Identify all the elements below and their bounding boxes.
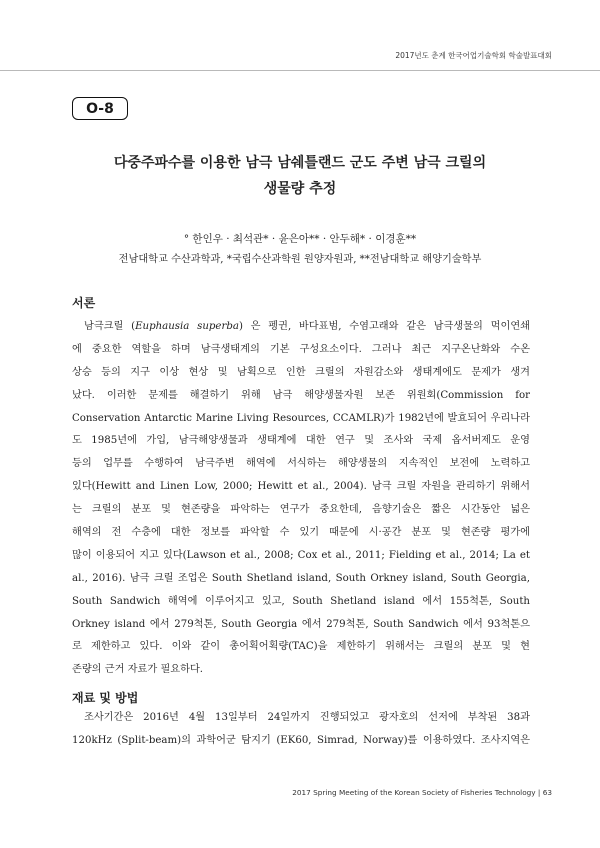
intro-line-1 <box>72 316 530 339</box>
intro-line-1-pre: 남극크릴 ( <box>84 321 136 332</box>
intro-line-7: 등의 업무를 수행하여 남극주변 해역에 서식하는 해양생물의 지속적인 보전에 노력하고 <box>72 458 530 470</box>
intro-line-9: 는 크릴의 분포 및 현존량을 파악하는 연구가 중요한데, 음향기술은 짧은 시간동안 넓은 <box>72 504 530 516</box>
intro-line-11: 많이 이용되어 지고 있다(Lawson et al., 2008; Cox et al., 2011; Fielding et al., 2014; La et <box>72 549 530 561</box>
intro-line-8: 있다(Hewitt and Linen Low, 2000; Hewitt et al., 2004). 남극 크릴 자원을 관리하기 위해서 <box>72 481 530 493</box>
affiliations: 전남대학교 수산과학과, *국립수산과학원 원양자원과, **전남대학교 해양기술학부 <box>118 254 482 265</box>
intro-line-13: South Sandwich 해역에 이루어지고 있고, South Shetland island 에서 155척톤, South <box>72 595 530 607</box>
methods-line-1: 조사기간은 2016년 4월 13일부터 24일까지 진행되었고 광자호의 선저에 부착된 38과 <box>84 712 530 723</box>
session-badge: O-8 <box>72 97 128 120</box>
paper-title-line-2: 생물량 추정 <box>263 181 337 197</box>
intro-line-14: Orkney island 에서 279척톤, South Georgia 에서 279척톤, South Sandwich 에서 93척톤으 <box>72 618 530 630</box>
running-header: 2017년도 춘계 한국어업기술학회 학술발표대회 <box>395 51 552 60</box>
section-heading-methods: 재료 및 방법 <box>72 691 139 705</box>
intro-line-5: Conservation Antarctic Marine Living Resources, CCAMLR)가 1982년에 발효되어 우리나라 <box>72 412 530 424</box>
intro-line-16: 존량의 근거 자료가 필요하다. <box>72 664 204 676</box>
methods-paragraph <box>72 707 530 753</box>
paper-title <box>40 150 560 202</box>
intro-line-10: 해역의 전 수층에 대한 정보를 파악할 수 있기 때문에 시·공간 분포 및 현존량 평가에 <box>72 527 530 539</box>
intro-line-4: 났다. 이러한 문제를 해결하기 위해 남극 해양생물자원 보존 위원회(Commission for <box>72 389 530 401</box>
species-name: Euphausia superba <box>135 321 239 332</box>
running-footer: 2017 Spring Meeting of the Korean Society of Fisheries Technology | 63 <box>292 788 552 797</box>
intro-line-15: 로 제한하고 있다. 이와 같이 총어획어획량(TAC)을 제한하기 위해서는 크릴의 분포 및 현 <box>72 641 530 653</box>
intro-line-2: 에 중요한 역할을 하며 남극생태계의 기본 구성요소이다. 그러나 최근 지구온난화와 수온 <box>72 343 530 355</box>
intro-line-12: al., 2016). 남극 크릴 조업은 South Shetland island, South Orkney island, South Georgia, <box>72 572 530 584</box>
author-list: ° 한인우 · 최석관* · 윤은아** · 안두해* · 이경훈** <box>183 233 417 245</box>
header-divider <box>0 70 600 71</box>
intro-line-1-post: ) 은 펭귄, 바다표범, 수염고래와 같은 남극생물의 먹이연쇄 <box>238 321 530 332</box>
intro-line-3: 상승 등의 지구 이상 현상 및 남획으로 인한 크릴의 자원감소와 생태계에도 문제가 생겨 <box>72 366 530 378</box>
section-heading-intro: 서론 <box>72 296 96 310</box>
intro-paragraph <box>72 316 530 682</box>
intro-line-6: 도 1985년에 가입, 남극해양생물과 생태계에 대한 연구 및 조사와 국제 옵서버제도 운영 <box>72 435 530 447</box>
paper-title-line-1: 다중주파수를 이용한 남극 남쉐틀랜드 군도 주변 남극 크릴의 <box>113 155 487 171</box>
methods-line-2: 120kHz (Split-beam)의 과학어군 탐지기 (EK60, Simrad, Norway)를 이용하였다. 조사지역은 <box>72 734 530 746</box>
